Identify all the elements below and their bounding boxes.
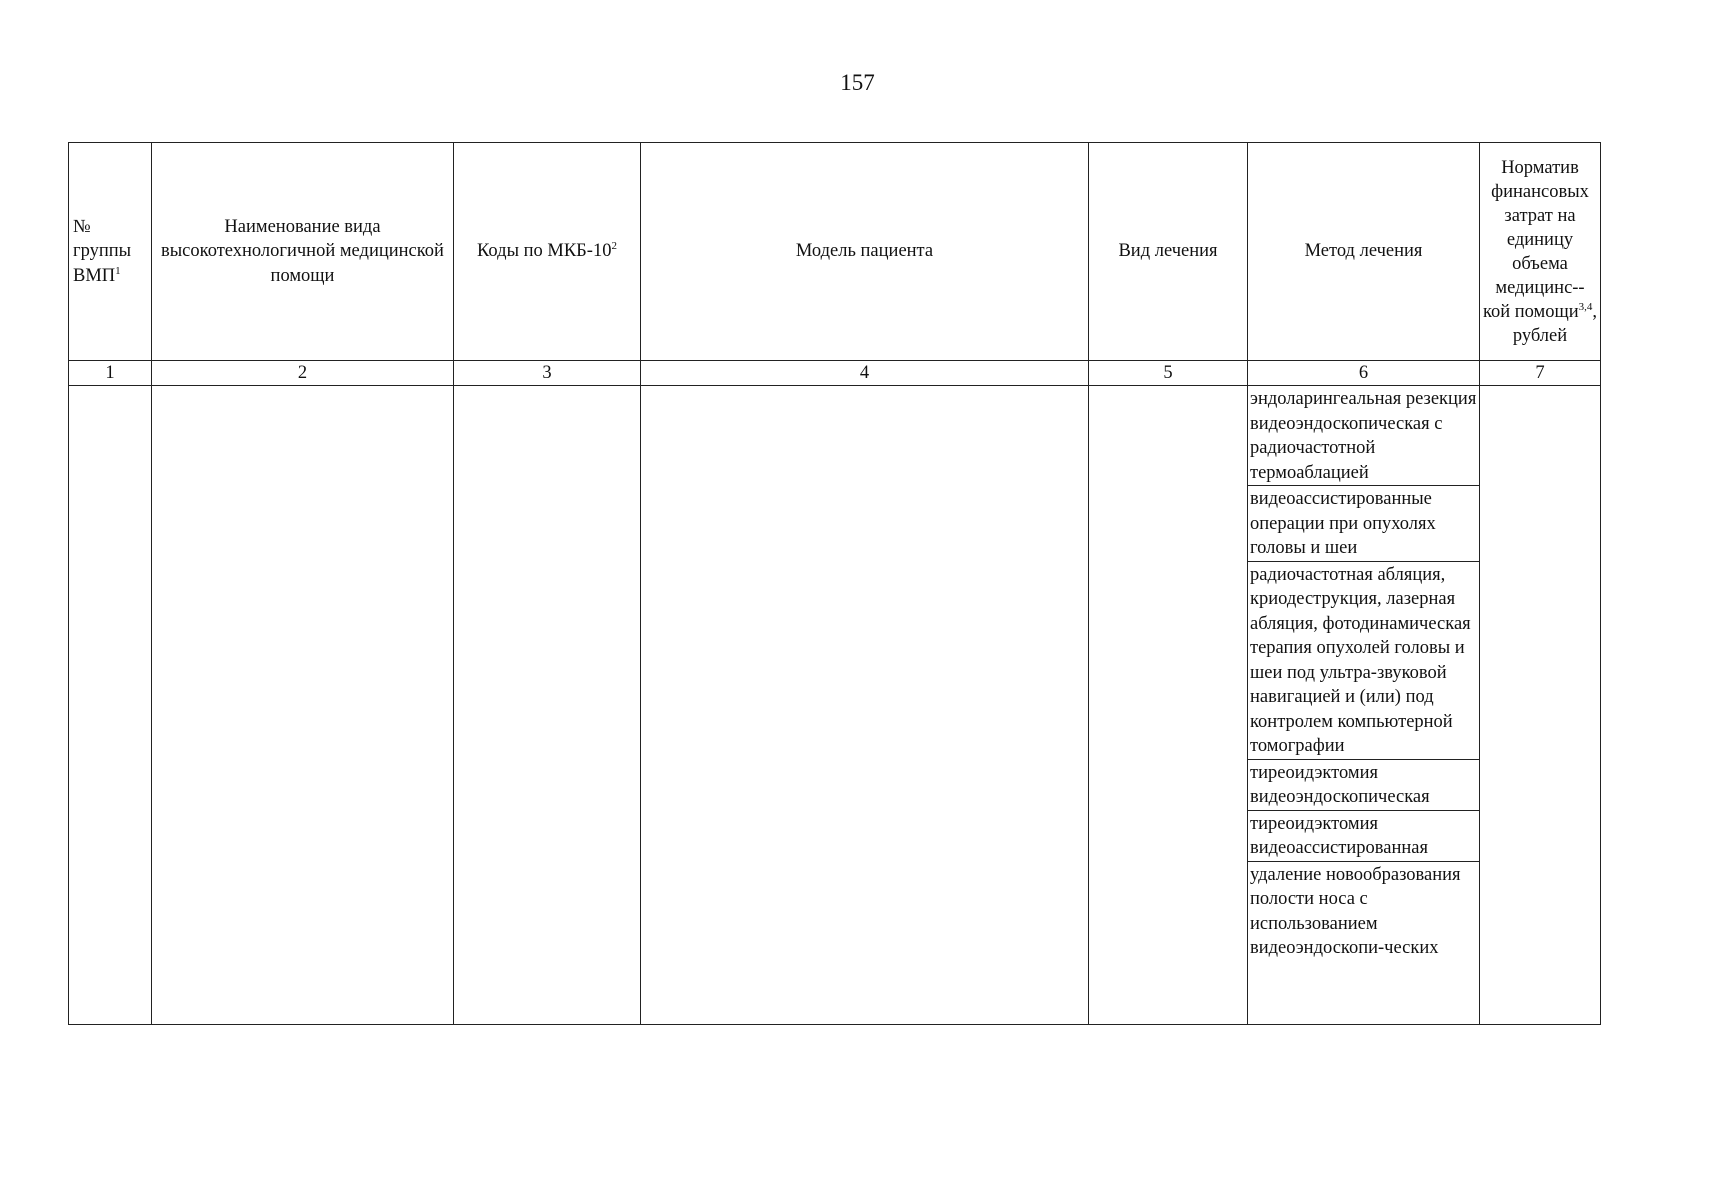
header-icd-codes: Коды по МКБ-$10^2$ [454, 143, 641, 361]
icd-codes-cell [454, 386, 641, 1025]
treatment-methods-cell [1248, 386, 1480, 1025]
group-number-cell [69, 386, 152, 1025]
treatment-method-item: удаление новообразования полости носа с использованием видеоэндоскопи-ческих [1250, 864, 1461, 958]
vmp-name-cell [152, 386, 454, 1025]
header-treatment-method: Метод лечения [1248, 143, 1480, 361]
column-number: 5 [1089, 361, 1248, 386]
treatment-type-cell [1089, 386, 1248, 1025]
column-number: 7 [1480, 361, 1601, 386]
column-number: 4 [641, 361, 1089, 386]
header-patient-model: Модель пациента [641, 143, 1089, 361]
treatment-method-item: эндоларингеальная резекция видеоэндоскопическая с радиочастотной термоаблацией [1248, 386, 1479, 486]
treatment-method-item: радиочастотная абляция, криодеструкция, лазерная абляция, фотодинамическая терапия опухолей головы и шеи под ультра-звуковой навигацией и (или) под контролем компьютерной томографии [1248, 562, 1479, 760]
column-number: 6 [1248, 361, 1480, 386]
column-numbers-row [69, 361, 1601, 386]
header-vmp-name: Наименование вида высокотехнологичной медицинской помощи [152, 143, 454, 361]
patient-model-cell [641, 386, 1089, 1025]
column-number: 3 [454, 361, 641, 386]
treatment-method-item: видеоассистированные операции при опухолях головы и шеи [1248, 486, 1479, 562]
column-number: 1 [69, 361, 152, 386]
column-number: 2 [152, 361, 454, 386]
treatment-method-item: тиреоидэктомия видеоэндоскопическая [1248, 760, 1479, 811]
header-row [69, 143, 1601, 361]
page-number: 157 [840, 70, 875, 95]
table-row [69, 386, 1601, 1025]
treatment-method-item: тиреоидэктомия видеоассистированная [1248, 811, 1479, 862]
header-cost-standard: Норматив финансовых затрат на единицу объема медицинс-- кой помощи$^{3,4}$, рублей [1480, 143, 1601, 361]
cost-standard-cell [1480, 386, 1601, 1025]
header-group-number: № группы ВМП$^1$ [69, 143, 152, 361]
header-treatment-type: Вид лечения [1089, 143, 1248, 361]
vmp-table [68, 142, 1601, 1025]
